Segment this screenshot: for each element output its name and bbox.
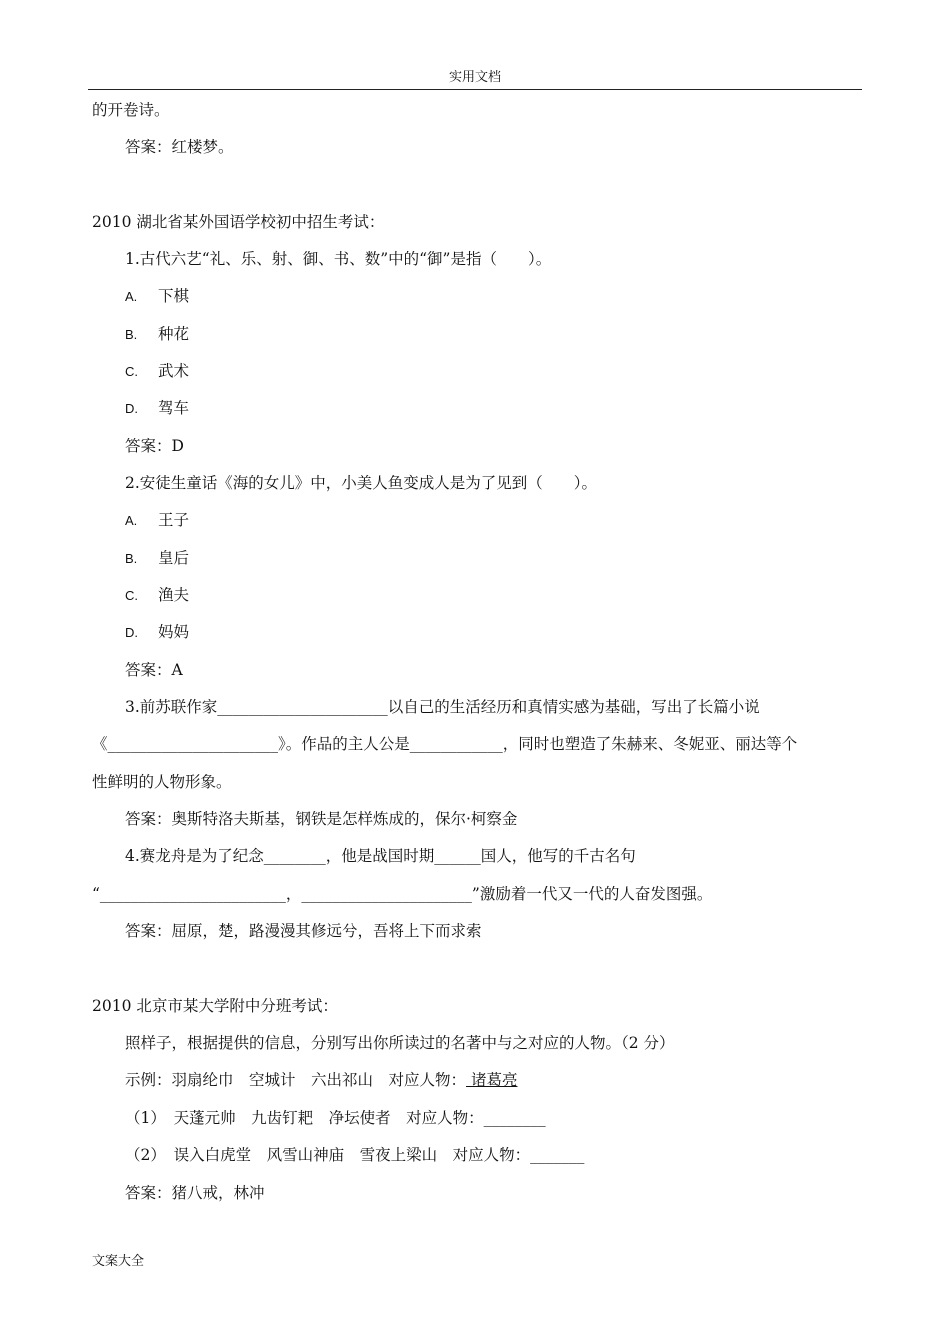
option-a xyxy=(125,286,189,307)
question-3-line: 《______________________》。作品的主人公是____________，同时也塑造了朱赫来、冬妮亚、丽达等个 xyxy=(92,735,798,753)
section-title: 2010 湖北省某外国语学校初中招生考试： xyxy=(92,213,385,231)
page-header: 实用文档 xyxy=(88,68,862,90)
answer-text: 答案：D xyxy=(125,437,184,455)
instruction-text: 照样子，根据提供的信息，分别写出你所读过的名著中与之对应的人物。（2 分） xyxy=(125,1034,675,1052)
option-label: D. xyxy=(125,625,138,640)
answer-text: 答案：奥斯特洛夫斯基，钢铁是怎样炼成的，保尔·柯察金 xyxy=(125,810,518,828)
option-text: 驾车 xyxy=(158,399,190,417)
answer-text: 答案：屈原，楚，路漫漫其修远兮，吾将上下而求索 xyxy=(125,922,482,940)
option-text: 渔夫 xyxy=(158,586,190,604)
option-text: 武术 xyxy=(158,362,190,380)
answer-text: 答案：红楼梦。 xyxy=(125,138,234,156)
option-c xyxy=(125,361,189,382)
continuation-text: 的开卷诗。 xyxy=(92,101,170,119)
item-2: （2） 误入白虎堂 风雪山神庙 雪夜上梁山 对应人物：_______ xyxy=(125,1146,585,1164)
question-3-line: 性鲜明的人物形象。 xyxy=(92,773,232,791)
option-text: 皇后 xyxy=(158,549,190,567)
option-a xyxy=(125,510,189,531)
option-text: 妈妈 xyxy=(158,623,190,641)
page-footer: 文案大全 xyxy=(92,1254,145,1269)
option-b xyxy=(125,324,189,345)
answer-text: 答案：A xyxy=(125,661,183,679)
question-2: 2.安徒生童话《海的女儿》中，小美人鱼变成人是为了见到（ ）。 xyxy=(125,474,598,492)
option-label: C. xyxy=(125,364,138,379)
question-4-line: 4.赛龙舟是为了纪念________，他是战国时期______国人，他写的千古名句 xyxy=(125,847,636,865)
example-line xyxy=(125,1070,517,1090)
option-label: B. xyxy=(125,327,138,342)
option-d xyxy=(125,398,189,419)
option-label: B. xyxy=(125,551,138,566)
option-text: 下棋 xyxy=(158,287,190,305)
option-label: A. xyxy=(125,289,138,304)
question-1: 1.古代六艺“礼、乐、射、御、书、数”中的“御”是指（ ）。 xyxy=(125,250,552,268)
item-1: （1） 天蓬元帅 九齿钉耙 净坛使者 对应人物：________ xyxy=(125,1109,546,1127)
answer-text: 答案：猪八戒，林冲 xyxy=(125,1184,265,1202)
option-text: 种花 xyxy=(158,325,190,343)
option-label: C. xyxy=(125,588,138,603)
section-title: 2010 北京市某大学附中分班考试： xyxy=(92,997,338,1015)
question-4-line: “________________________，______________________”激励着一代又一代的人奋发图强。 xyxy=(92,885,713,903)
example-text: 示例：羽扇纶巾 空城计 六出祁山 对应人物： xyxy=(125,1071,467,1089)
option-label: D. xyxy=(125,401,138,416)
option-b xyxy=(125,548,189,569)
option-c xyxy=(125,585,189,606)
question-3-line: 3.前苏联作家______________________以自己的生活经历和真情实感为基础，写出了长篇小说 xyxy=(125,698,760,716)
option-text: 王子 xyxy=(158,511,190,529)
example-answer: 诸葛亮 xyxy=(466,1071,518,1089)
option-label: A. xyxy=(125,513,138,528)
option-d xyxy=(125,622,189,643)
